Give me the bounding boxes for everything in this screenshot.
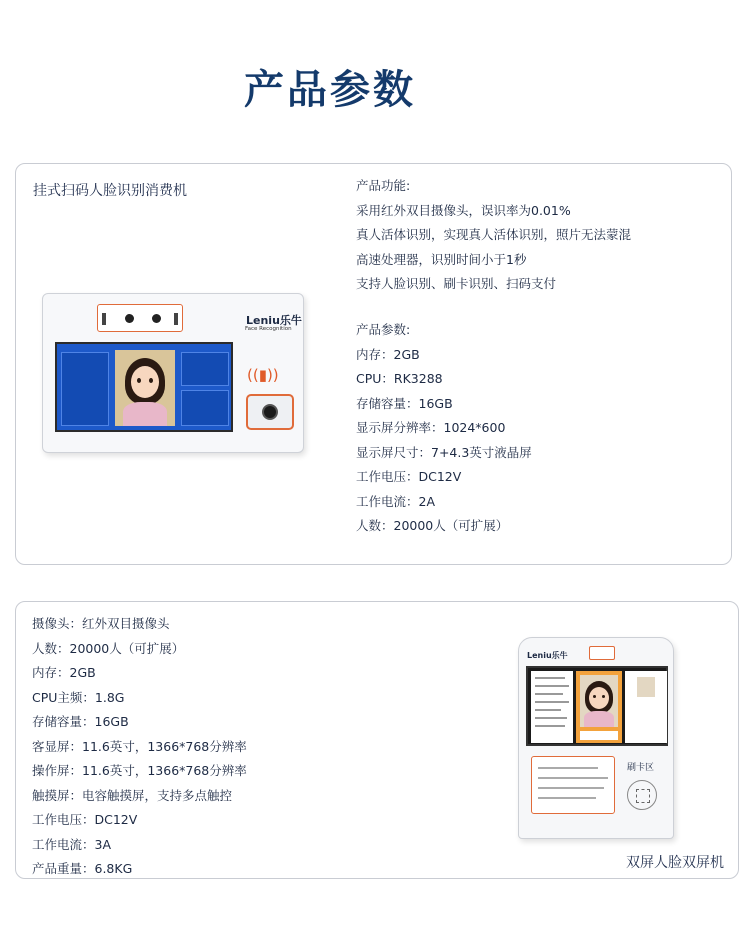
function-item: 支持人脸识别、刷卡识别、扫码支付 bbox=[356, 276, 557, 291]
spec-item: CPU主频：1.8G bbox=[32, 689, 125, 705]
spec-item: 内存：2GB bbox=[32, 665, 96, 680]
card-reader-icon bbox=[627, 780, 657, 810]
spec-item: 人数：20000人（可扩展） bbox=[32, 640, 185, 656]
function-item: 真人活体识别，实现真人活体识别，照片无法蒙混 bbox=[356, 227, 632, 242]
payment-panel bbox=[625, 671, 667, 743]
nfc-icon: ((▮)) bbox=[247, 366, 279, 384]
spec-item: 产品重量：6.8KG bbox=[32, 861, 133, 876]
spec-item: 存储容量：16GB bbox=[32, 714, 129, 729]
camera-module bbox=[589, 646, 615, 660]
param-item: CPU：RK3288 bbox=[356, 371, 443, 386]
param-item: 显示屏尺寸：7+4.3英寸液晶屏 bbox=[356, 444, 532, 460]
function-heading: 产品功能: bbox=[356, 178, 411, 193]
spec-item: 工作电流：3A bbox=[32, 836, 112, 852]
face-photo bbox=[576, 671, 622, 743]
spec-item: 操作屏：11.6英寸，1366*768分辨率 bbox=[32, 763, 247, 778]
camera-module bbox=[97, 304, 183, 332]
product-card-wall-mounted bbox=[15, 163, 732, 565]
param-item: 内存：2GB bbox=[356, 346, 420, 362]
device-screen bbox=[55, 342, 233, 432]
param-item: 工作电流：2A bbox=[356, 493, 436, 509]
brand-logo: Leniu乐牛 bbox=[527, 651, 568, 660]
scanner-lens-icon bbox=[262, 404, 278, 420]
page-title: 产品参数 bbox=[244, 67, 416, 113]
brand-tagline: Face Recognition bbox=[245, 326, 292, 332]
product-card-dual-screen bbox=[15, 601, 739, 879]
spec-item: 工作电压：DC12V bbox=[32, 812, 138, 827]
camera-lens-icon bbox=[152, 314, 161, 323]
spec-item: 摄像头：红外双目摄像头 bbox=[32, 616, 170, 631]
param-item: 显示屏分辨率：1024*600 bbox=[356, 420, 506, 435]
param-item: 存储容量：16GB bbox=[356, 395, 453, 411]
instruction-panel bbox=[531, 756, 615, 814]
param-list bbox=[356, 318, 532, 539]
qr-scanner bbox=[246, 394, 294, 430]
brand-logo: Leniu乐牛 bbox=[246, 314, 302, 327]
face-photo bbox=[115, 350, 175, 426]
function-item: 采用红外双目摄像头，误识率为0.01% bbox=[356, 202, 571, 218]
product-name: 双屏人脸双屏机 bbox=[626, 855, 724, 871]
spec-list bbox=[32, 612, 247, 882]
confirm-button bbox=[580, 731, 618, 740]
param-item: 人数：20000人（可扩展） bbox=[356, 518, 509, 533]
spec-item: 客显屏：11.6英寸，1366*768分辨率 bbox=[32, 738, 247, 754]
device-screen bbox=[526, 666, 668, 746]
param-heading: 产品参数: bbox=[356, 322, 411, 337]
spec-item: 触摸屏：电容触摸屏，支持多点触控 bbox=[32, 787, 233, 803]
function-list bbox=[356, 174, 631, 297]
param-item: 工作电压：DC12V bbox=[356, 469, 462, 484]
card-zone-label: 刷卡区 bbox=[627, 763, 655, 773]
receipt-panel bbox=[531, 671, 573, 743]
device-image-dual-screen bbox=[518, 637, 674, 839]
device-image-wall-mounted bbox=[42, 293, 304, 453]
product-name: 挂式扫码人脸识别消费机 bbox=[33, 183, 187, 199]
function-item: 高速处理器，识别时间小于1秒 bbox=[356, 251, 527, 267]
camera-lens-icon bbox=[125, 314, 134, 323]
